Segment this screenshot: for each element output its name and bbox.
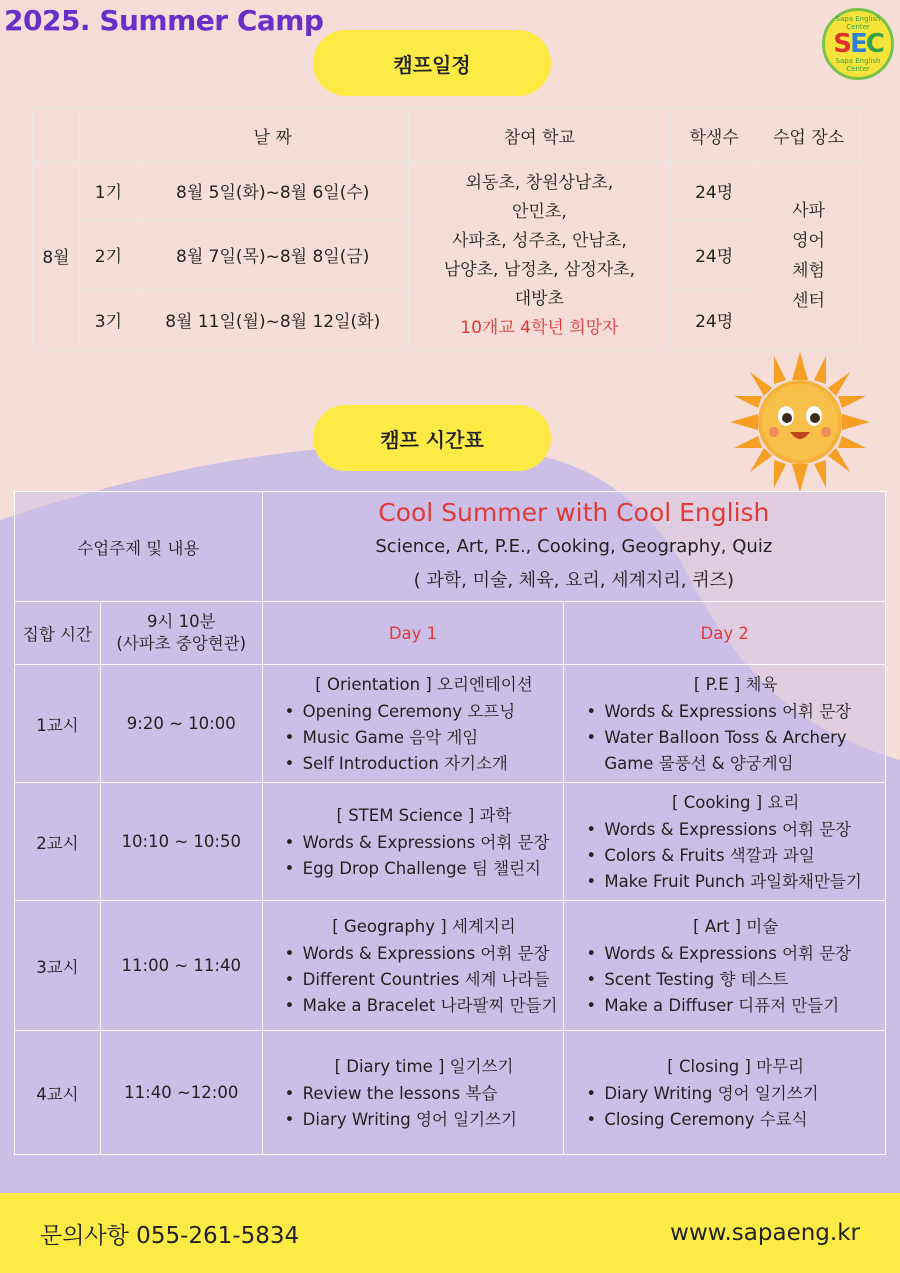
venue-line: 센터 bbox=[792, 290, 825, 311]
period-row bbox=[15, 901, 886, 1031]
venue-line: 사파 bbox=[792, 200, 825, 221]
students-cell: 24명 bbox=[671, 290, 758, 350]
lesson-item: • Make a Bracelet 나라팔찌 만들기 bbox=[285, 993, 564, 1019]
lesson-item: • Self Introduction 자기소개 bbox=[285, 751, 564, 777]
camp-timetable bbox=[14, 491, 886, 1155]
header-blank-term bbox=[79, 109, 137, 162]
lesson-head: [ Closing ] 마무리 bbox=[667, 1056, 805, 1076]
theme-cell bbox=[262, 492, 885, 602]
day2-header: Day 2 bbox=[564, 602, 886, 665]
lesson-item: • Words & Expressions 어휘 문장 bbox=[285, 830, 564, 856]
logo-ring-bottom: Sapa English Center bbox=[835, 57, 881, 73]
venue-line: 체험 bbox=[792, 260, 825, 281]
period-day2-cell bbox=[564, 783, 886, 901]
gather-label: 집합 시간 bbox=[15, 602, 101, 665]
lesson-item: • Words & Expressions 어휘 문장 bbox=[285, 941, 564, 967]
period-row bbox=[15, 1031, 886, 1155]
camp-schedule-pill: 캠프일정 bbox=[313, 30, 551, 96]
term-cell: 3기 bbox=[79, 290, 137, 350]
lesson-item: • Words & Expressions 어휘 문장 bbox=[586, 699, 885, 725]
lesson-head: [ Geography ] 세계지리 bbox=[332, 916, 516, 936]
period-time: 11:40 ~12:00 bbox=[100, 1031, 262, 1155]
lesson-item: • Review the lessons 복습 bbox=[285, 1081, 564, 1107]
sun-icon bbox=[730, 352, 870, 492]
gather-time: 9시 10분 bbox=[146, 612, 216, 631]
school-line: 안민초, bbox=[512, 201, 567, 222]
lesson-item: • Egg Drop Challenge 팀 챌린지 bbox=[285, 856, 564, 882]
school-line: 외동초, 창원상남초, bbox=[465, 172, 614, 193]
logo-letter-e: E bbox=[849, 29, 866, 59]
venue-line: 영어 bbox=[792, 230, 825, 251]
period-label: 1교시 bbox=[15, 665, 101, 783]
logo-letter-s: S bbox=[833, 29, 850, 59]
lesson-head: [ Art ] 미술 bbox=[693, 916, 779, 936]
header-blank bbox=[33, 109, 80, 162]
date-cell: 8월 11일(월)~8월 12일(화) bbox=[137, 290, 408, 350]
subjects-en: Science, Art, P.E., Cooking, Geography, Quiz bbox=[375, 535, 773, 557]
footer-bar bbox=[0, 1193, 900, 1273]
schools-note: 10개교 4학년 희망자 bbox=[460, 317, 619, 338]
lesson-item: • Make Fruit Punch 과일화채만들기 bbox=[586, 869, 885, 895]
period-day1-cell bbox=[262, 783, 564, 901]
schedule-row bbox=[33, 162, 860, 220]
lesson-item: • Opening Ceremony 오프닝 bbox=[285, 699, 564, 725]
logo-letter-c: C bbox=[865, 29, 883, 59]
gather-place: (사파초 중앙현관) bbox=[116, 634, 247, 653]
period-day1-cell bbox=[262, 665, 564, 783]
gather-row bbox=[15, 602, 886, 665]
period-time: 9:20 ~ 10:00 bbox=[100, 665, 262, 783]
lesson-item: • Diary Writing 영어 일기쓰기 bbox=[586, 1081, 885, 1107]
contact-phone[interactable]: 문의사항 055-261-5834 bbox=[40, 1222, 300, 1249]
header-date: 날 짜 bbox=[137, 109, 408, 162]
camp-timetable-pill: 캠프 시간표 bbox=[313, 405, 551, 471]
lesson-item: • Words & Expressions 어휘 문장 bbox=[586, 817, 885, 843]
page-title: 2025. Summer Camp bbox=[4, 4, 324, 37]
header-venue: 수업 장소 bbox=[758, 109, 860, 162]
theme-row bbox=[15, 492, 886, 602]
header-students: 학생수 bbox=[671, 109, 758, 162]
month-cell: 8월 bbox=[33, 162, 80, 350]
period-row bbox=[15, 783, 886, 901]
subjects-ko: ( 과학, 미술, 체육, 요리, 세계지리, 퀴즈) bbox=[413, 569, 735, 591]
website-link[interactable]: www.sapaeng.kr bbox=[670, 1220, 860, 1246]
period-row bbox=[15, 665, 886, 783]
lesson-item: • Closing Ceremony 수료식 bbox=[586, 1107, 885, 1133]
venue-cell bbox=[758, 162, 860, 350]
school-line: 사파초, 성주초, 안남초, bbox=[451, 230, 627, 251]
period-day2-cell bbox=[564, 901, 886, 1031]
lesson-head: [ Diary time ] 일기쓰기 bbox=[334, 1056, 514, 1076]
period-time: 10:10 ~ 10:50 bbox=[100, 783, 262, 901]
theme-title: Cool Summer with Cool English bbox=[378, 497, 770, 527]
period-day1-cell bbox=[262, 901, 564, 1031]
logo-ring-top: Sapa English Center bbox=[835, 15, 881, 31]
period-day2-cell bbox=[564, 665, 886, 783]
lesson-item: • Diary Writing 영어 일기쓰기 bbox=[285, 1107, 564, 1133]
period-label: 3교시 bbox=[15, 901, 101, 1031]
lesson-head: [ STEM Science ] 과학 bbox=[336, 805, 512, 825]
lesson-item: • Make a Diffuser 디퓨저 만들기 bbox=[586, 993, 885, 1019]
term-cell: 2기 bbox=[79, 220, 137, 290]
term-cell: 1기 bbox=[79, 162, 137, 220]
lesson-head: [ Orientation ] 오리엔테이션 bbox=[315, 674, 533, 694]
day1-header: Day 1 bbox=[262, 602, 564, 665]
period-label: 4교시 bbox=[15, 1031, 101, 1155]
school-line: 대방초 bbox=[514, 288, 565, 309]
sec-logo bbox=[822, 8, 894, 80]
school-line: 남양초, 남정초, 삼정자초, bbox=[443, 259, 635, 280]
lesson-head: [ P.E ] 체육 bbox=[693, 674, 778, 694]
date-cell: 8월 5일(화)~8월 6일(수) bbox=[137, 162, 408, 220]
schedule-header-row bbox=[33, 109, 860, 162]
gather-info bbox=[100, 602, 262, 665]
period-day2-cell bbox=[564, 1031, 886, 1155]
students-cell: 24명 bbox=[671, 220, 758, 290]
period-day1-cell bbox=[262, 1031, 564, 1155]
period-label: 2교시 bbox=[15, 783, 101, 901]
lesson-item: • Water Balloon Toss & Archery Game 물풍선 & 양궁게임 bbox=[586, 725, 885, 777]
schools-cell bbox=[408, 162, 671, 350]
topic-label: 수업주제 및 내용 bbox=[15, 492, 263, 602]
lesson-item: • Music Game 음악 게임 bbox=[285, 725, 564, 751]
header-schools: 참여 학교 bbox=[408, 109, 671, 162]
date-cell: 8월 7일(목)~8월 8일(금) bbox=[137, 220, 408, 290]
period-time: 11:00 ~ 11:40 bbox=[100, 901, 262, 1031]
lesson-item: • Different Countries 세계 나라들 bbox=[285, 967, 564, 993]
lesson-item: • Words & Expressions 어휘 문장 bbox=[586, 941, 885, 967]
camp-schedule-table bbox=[32, 108, 860, 350]
students-cell: 24명 bbox=[671, 162, 758, 220]
lesson-item: • Colors & Fruits 색깔과 과일 bbox=[586, 843, 885, 869]
lesson-head: [ Cooking ] 요리 bbox=[672, 792, 800, 812]
lesson-item: • Scent Testing 향 테스트 bbox=[586, 967, 885, 993]
